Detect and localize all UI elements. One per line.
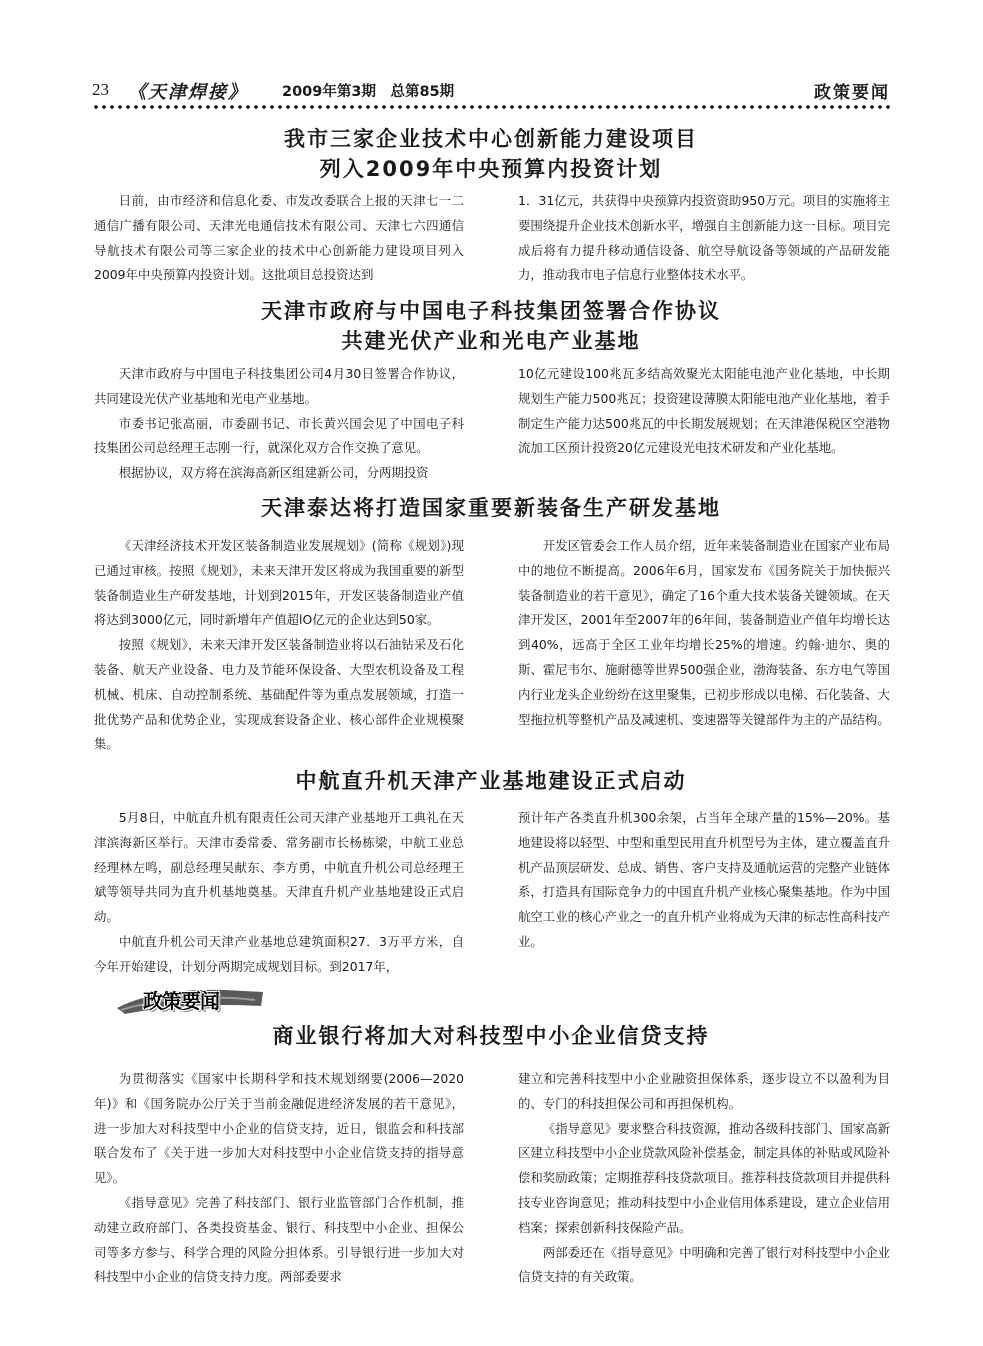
title-line: 天津市政府与中国电子科技集团签署合作协议	[261, 299, 721, 323]
paragraph: 两部委还在《指导意见》中明确和完善了银行对科技型中小企业信贷支持的有关政策。	[518, 1244, 890, 1285]
paragraph: 为贯彻落实《国家中长期科学和技术规划纲要(2006—2020年)》和《国务院办公厅关于当前金融促进经济发展的若干意见》，进一步加大对科技型中小企业的信贷支持，近日，银监会和科技部联合发布了《关于进一步加大对科技型中小企业信贷支持的指导意见》。	[94, 1071, 464, 1186]
issue-info: 2009年第3期 总第85期	[282, 84, 455, 100]
article-right-column	[518, 189, 890, 288]
article-title	[92, 766, 890, 796]
article-right-column	[518, 806, 890, 955]
article-title	[92, 296, 890, 356]
paragraph: 《天津经济技术开发区装备制造业发展规划》(简称《规划》)现已通过审核。按照《规划》，未来天津开发区将成为我国重要的新型装备制造业生产研发基地，计划到2015年，开发区装备制造业产值将达到3000亿元，同时新增年产值超lO亿元的企业达到50家。	[94, 538, 464, 628]
paragraph: 开发区管委会工作人员介绍，近年来装备制造业在国家产业布局中的地位不断提高。2006年6月，国家发布《国务院关于加快振兴装备制造业的若干意见》，确定了16个重大技术装备关键领域。在天津开发区，2001年至2007年的6年间，装备制造业产值年均增长达到40%，远高于全区工业年均增长25%的增速。约翰·迪尔、奥的斯、霍尼韦尔、施耐德等世界500强企业，渤海装备、东方电气等国内行业龙头企业纷纷在这里聚集，已初步形成以电梯、石化装备、大型拖拉机等整机产品及减速机、变速器等关键部件为主的产品结构。	[518, 538, 890, 727]
paragraph: 根据协议，双方将在滨海高新区组建新公司，分两期投资	[118, 465, 429, 481]
paragraph: 5月8日，中航直升机有限责任公司天津产业基地开工典礼在天津滨海新区举行。天津市委常委、常务副市长杨栋梁，中航工业总经理林左鸣，副总经理吴献东、李方勇，中航直升机公司总经理王斌等领导共同为直升机基地奠基。天津直升机产业基地建设正式启动。	[94, 810, 464, 925]
banner-label: 政策要闻	[143, 989, 219, 1013]
title-line: 共建光伏产业和光电产业基地	[341, 329, 641, 353]
paragraph: 1．31亿元，共获得中央预算内投资资助950万元。项目的实施将主要围绕提升企业技术创新水平，增强自主创新能力这一目标。项目完成后将有力提升移动通信设备、航空导航设备等领域的产品研发能力，推动我市电子信息行业整体技术水平。	[518, 193, 890, 283]
journal-title: 《天津焊接》	[128, 82, 248, 103]
paragraph: 10亿元建设100兆瓦多结高效聚光太阳能电池产业化基地，中长期规划生产能力500兆瓦；投资建设薄膜太阳能电池产业化基地，着手制定生产能力达500兆瓦的中长期发展规划；在天津港保税区空港物流加工区预计投资20亿元建设光电技术研发和产业化基地。	[518, 366, 890, 456]
paragraph: 《指导意见》要求整合科技资源，推动各级科技部门、国家高新区建立科技型中小企业贷款风险补偿基金，制定具体的补贴或风险补偿和奖励政策；定期推荐科技贷款项目。推荐科技贷款项目并提供科技专业咨询意见；推动科技型中小企业信用体系建设，建立企业信用档案；探索创新科技保险产品。	[518, 1120, 890, 1235]
article-right-column	[518, 534, 890, 732]
paragraph: 市委书记张高丽，市委副书记、市长黄兴国会见了中国电子科技集团公司总经理王志刚一行，就深化双方合作交换了意见。	[94, 415, 464, 456]
paragraph: 建立和完善科技型中小企业融资担保体系，逐步设立不以盈利为目的、专门的科技担保公司和再担保机构。	[518, 1071, 890, 1111]
article-left-column	[94, 1067, 464, 1290]
article-title	[92, 124, 890, 184]
article-left-column	[94, 534, 464, 757]
article-title	[92, 1021, 890, 1051]
paragraph: 天津市政府与中国电子科技集团公司4月30日签署合作协议，共同建设光伏产业基地和光电产业基地。	[94, 366, 464, 406]
title-line: 天津泰达将打造国家重要新装备生产研发基地	[261, 496, 721, 520]
title-line: 商业银行将加大对科技型中小企业信贷支持	[272, 1024, 710, 1048]
article-title	[92, 493, 890, 523]
article-left-column	[94, 362, 464, 486]
article-left-column	[94, 189, 464, 288]
section-banner	[115, 984, 265, 1014]
paragraph: 《指导意见》完善了科技部门、银行业监管部门合作机制，推动建立政府部门、各类投资基金、银行、科技型中小企业、担保公司等多方参与、科学合理的风险分担体系。引导银行进一步加大对科技型中小企业的信贷支持力度。两部委要求	[94, 1194, 464, 1285]
page-number: 23	[92, 80, 109, 99]
article-left-column	[94, 806, 464, 980]
paragraph: 预计年产各类直升机300余架，占当年全球产量的15%—20%。基地建设将以轻型、中型和重型民用直升机型号为主体，建立覆盖直升机产品顶层研发、总成、销售、客户支持及通航运营的完整产业链体系，打造具有国际竞争力的中国直升机产业核心聚集基地。作为中国航空工业的核心产业之一的直升机产业将成为天津的标志性高科技产业。	[518, 810, 890, 949]
title-line: 列入2009年中央预算内投资计划	[319, 157, 663, 181]
title-line: 我市三家企业技术中心创新能力建设项目	[284, 127, 698, 151]
paragraph: 日前，由市经济和信息化委、市发改委联合上报的天津七一二通信广播有限公司、天津光电通信技术有限公司、天津七六四通信导航技术有限公司等三家企业的技术中心创新能力建设项目列入2009年中央预算内投资计划。这批项目总投资达到	[94, 193, 464, 283]
paragraph: 按照《规划》，未来天津开发区装备制造业将以石油钻采及石化装备、航天产业设备、电力及节能环保设备、大型农机设备及工程机械、机床、自动控制系统、基础配件等为重点发展领域，打造一批优势产品和优势企业，实现成套设备企业、核心部件企业规模聚集。	[94, 637, 464, 752]
article-right-column	[518, 362, 890, 461]
header-dotted-rule	[92, 103, 890, 111]
section-name: 政策要闻	[814, 83, 890, 103]
article-right-column	[518, 1067, 890, 1290]
paragraph: 中航直升机公司天津产业基地总建筑面积27．3万平方米，自今年开始建设，计划分两期完成规划目标。到2017年，	[94, 933, 464, 974]
title-line: 中航直升机天津产业基地建设正式启动	[295, 769, 687, 793]
page-header	[92, 80, 890, 102]
